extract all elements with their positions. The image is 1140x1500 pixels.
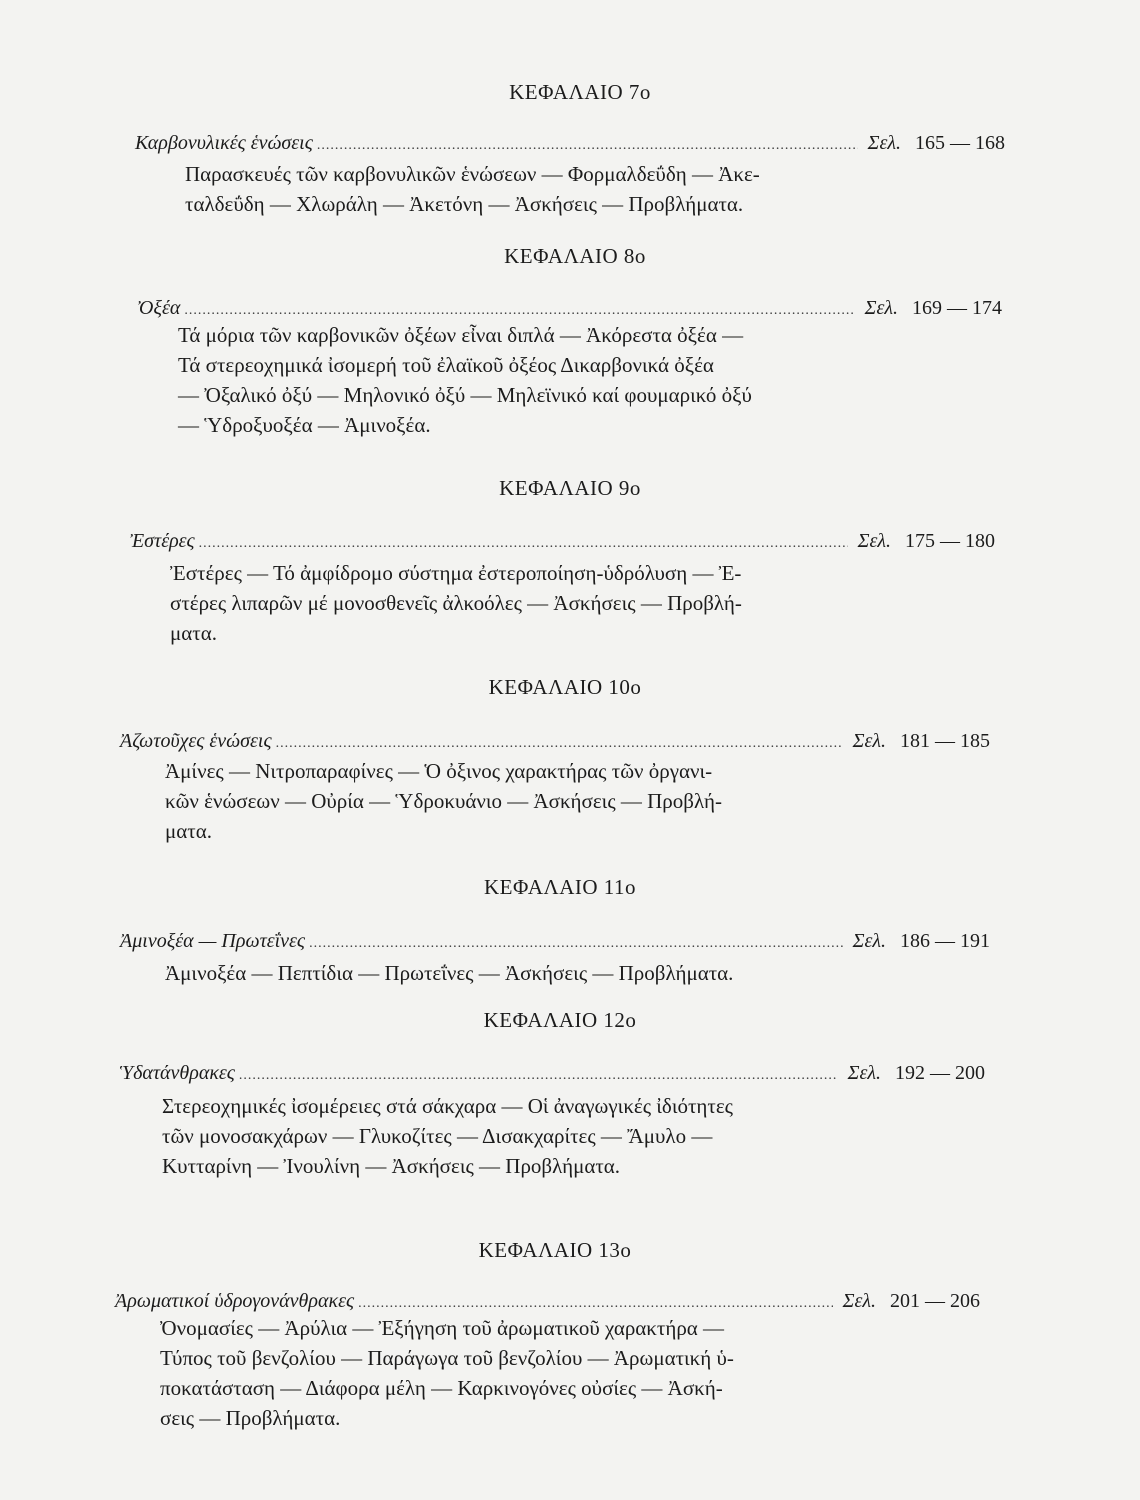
description-line: Τά στερεοχημικά ἰσομερή τοῦ ἐλαϊκοῦ ὀξέος Δικαρβονικά ὀξέα <box>178 353 714 377</box>
chapter-heading: ΚΕΦΑΛΑΙΟ 13ο <box>478 1238 632 1262</box>
page-range: 201 — 206 <box>890 1290 980 1312</box>
toc-entry <box>120 930 990 953</box>
chapter-description <box>170 558 742 648</box>
description-line: ποκατάσταση — Διάφορα μέλη — Καρκινογόνες οὐσίες — Ἀσκή- <box>160 1376 723 1400</box>
page-range: 175 — 180 <box>905 530 995 552</box>
description-line: Τύπος τοῦ βενζολίου — Παράγωγα τοῦ βενζολίου — Ἀρωματική ὑ- <box>160 1346 734 1370</box>
description-line: ματα. <box>165 819 212 843</box>
description-line: Ἐστέρες — Τό ἀμφίδρομο σύστημα ἐστεροποίηση-ὑδρόλυση — Ἐ- <box>170 561 742 585</box>
chapter-description <box>185 159 760 219</box>
description-line: σεις — Προβλήματα. <box>160 1406 341 1430</box>
page-label: Σελ. <box>842 1290 876 1312</box>
chapter-title: Ἀζωτοῦχες ἑνώσεις <box>120 730 272 752</box>
toc-entry <box>130 530 995 553</box>
toc-entry <box>120 730 990 753</box>
chapter-heading: ΚΕΦΑΛΑΙΟ 12ο <box>483 1008 637 1032</box>
page-label: Σελ. <box>852 930 886 952</box>
description-line: — Ὀξαλικό ὀξύ — Μηλονικό ὀξύ — Μηλεϊνικό καί φουμαρικό ὀξύ <box>178 383 752 407</box>
description-line: — Ὑδροξυοξέα — Ἀμινοξέα. <box>178 413 431 437</box>
dot-leader <box>239 1068 838 1084</box>
description-line: Ἀμίνες — Νιτροπαραφίνες — Ὁ ὀξινος χαρακτήρας τῶν ὀργανι- <box>165 759 713 783</box>
chapter-title: Ἀμινοξέα — Πρωτεΐνες <box>120 930 306 952</box>
description-line: Στερεοχημικές ἰσομέρειες στά σάκχαρα — Οἱ ἀναγωγικές ἰδιότητες <box>162 1094 733 1118</box>
description-line: κῶν ἑνώσεων — Οὐρία — Ὑδροκυάνιο — Ἀσκήσεις — Προβλή- <box>165 789 722 813</box>
page-range: 165 — 168 <box>915 132 1005 154</box>
chapter-heading: ΚΕΦΑΛΑΙΟ 11ο <box>483 875 637 899</box>
chapter-description <box>162 1091 733 1181</box>
chapter-title: Ἀρωματικοί ὑδρογονάνθρακες <box>115 1290 355 1312</box>
description-line: στέρες λιπαρῶν μέ μονοσθενεῖς ἀλκοόλες — Ἀσκήσεις — Προβλή- <box>170 591 742 615</box>
chapter-title: Ὑδατάνθρακες <box>120 1062 235 1084</box>
dot-leader <box>184 303 854 319</box>
toc-entry <box>137 297 1002 320</box>
description-line: ταλδεΰδη — Χλωράλη — Ἀκετόνη — Ἀσκήσεις — Προβλήματα. <box>185 192 744 216</box>
toc-entry <box>115 1290 980 1313</box>
chapter-description <box>178 320 752 440</box>
dot-leader <box>358 1296 832 1312</box>
chapter-description <box>165 756 722 846</box>
toc-entry <box>120 1062 985 1085</box>
dot-leader <box>309 936 843 952</box>
chapter-heading: ΚΕΦΑΛΑΙΟ 8ο <box>504 244 646 268</box>
chapter-title: Καρβονυλικές ἑνώσεις <box>135 132 313 154</box>
page-range: 169 — 174 <box>912 297 1002 319</box>
chapter-heading: ΚΕΦΑΛΑΙΟ 10ο <box>488 675 642 699</box>
dot-leader <box>276 736 843 752</box>
description-line: ματα. <box>170 621 217 645</box>
page-label: Σελ. <box>852 730 886 752</box>
description-line: Κυτταρίνη — Ἰνουλίνη — Ἀσκήσεις — Προβλήματα. <box>162 1154 621 1178</box>
chapter-heading: ΚΕΦΑΛΑΙΟ 9ο <box>499 476 641 500</box>
description-line: τῶν μονοσακχάρων — Γλυκοζίτες — Δισακχαρίτες — Ἄμυλο — <box>162 1124 713 1148</box>
page-label: Σελ. <box>864 297 898 319</box>
toc-entry <box>135 132 1005 155</box>
description-line: Ἀμινοξέα — Πεπτίδια — Πρωτεΐνες — Ἀσκήσεις — Προβλήματα. <box>165 961 734 985</box>
description-line: Ὀνομασίες — Ἀρύλια — Ἐξήγηση τοῦ ἀρωματικοῦ χαρακτήρα — <box>160 1316 725 1340</box>
page-label: Σελ. <box>867 132 901 154</box>
chapter-heading: ΚΕΦΑΛΑΙΟ 7ο <box>509 80 651 104</box>
dot-leader <box>317 138 858 154</box>
page-label: Σελ. <box>857 530 891 552</box>
page-range: 192 — 200 <box>895 1062 985 1084</box>
page-range: 186 — 191 <box>900 930 990 952</box>
page-label: Σελ. <box>847 1062 881 1084</box>
dot-leader <box>199 536 848 552</box>
chapter-description <box>165 958 733 988</box>
description-line: Παρασκευές τῶν καρβονυλικῶν ἑνώσεων — Φορμαλδεΰδη — Ἀκε- <box>185 162 760 186</box>
description-line: Τά μόρια τῶν καρβονικῶν ὀξέων εἶναι διπλά — Ἀκόρεστα ὀξέα — <box>178 323 744 347</box>
chapter-title: Ὀξέα <box>137 297 181 319</box>
chapter-description <box>160 1313 734 1433</box>
chapter-title: Ἐστέρες <box>130 530 195 552</box>
page-range: 181 — 185 <box>900 730 990 752</box>
